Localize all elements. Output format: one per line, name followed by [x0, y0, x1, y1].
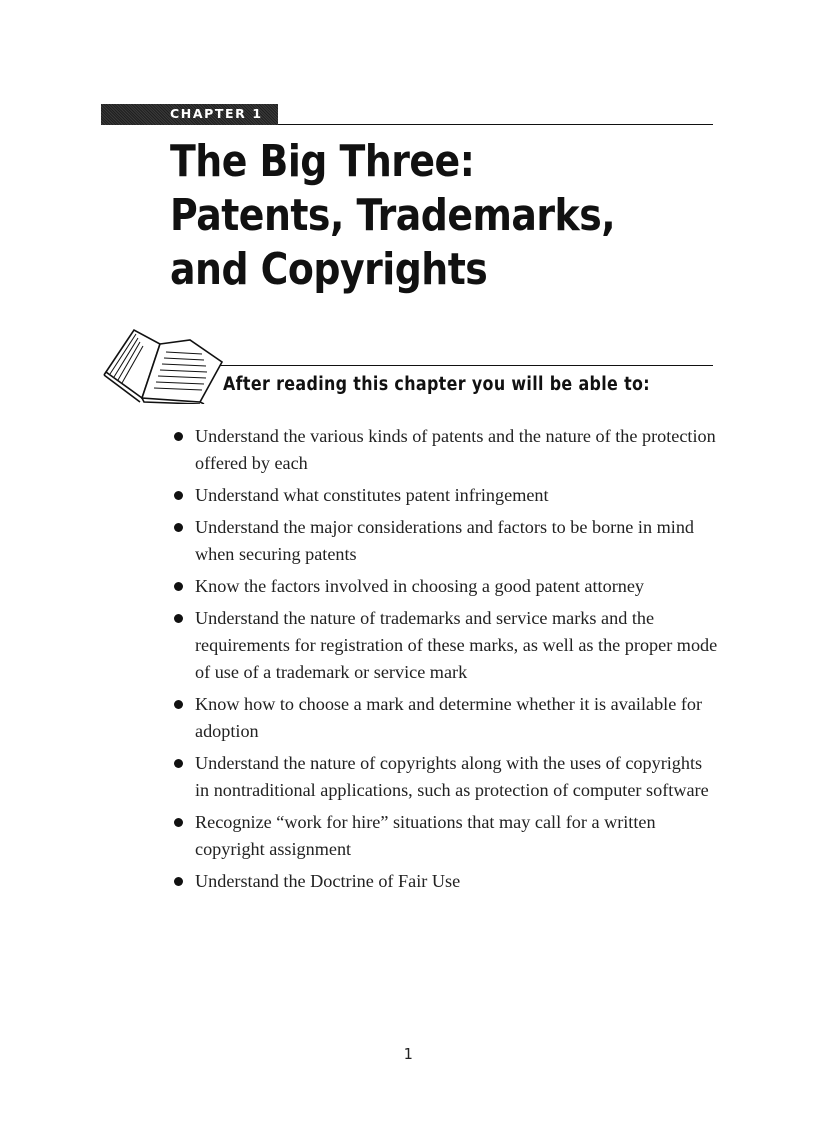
list-item — [173, 423, 718, 477]
bullet-icon — [174, 491, 183, 500]
objective-text: Recognize “work for hire” situations that may call for a written copyright assignment — [195, 812, 656, 859]
bullet-icon — [174, 877, 183, 886]
list-item — [173, 482, 718, 509]
list-item — [173, 750, 718, 804]
chapter-title: The Big Three: Patents, Trademarks, and Copyrights — [170, 136, 616, 295]
list-item — [173, 573, 718, 600]
objectives-rule — [220, 365, 713, 366]
objectives-heading: After reading this chapter you will be able to: — [223, 374, 651, 395]
objective-text: Understand the major considerations and factors to be borne in mind when securing patents — [195, 517, 695, 564]
bullet-icon — [174, 432, 183, 441]
list-item — [173, 868, 718, 895]
objective-text: Understand the nature of copyrights along with the uses of copyrights in nontraditional applications, such as protection of computer software — [195, 753, 709, 800]
bullet-icon — [174, 818, 183, 827]
chapter-label: CHAPTER 1 — [170, 106, 263, 121]
objective-text: Understand the various kinds of patents and the nature of the protection offered by each — [195, 426, 716, 473]
objective-text: Understand the nature of trademarks and service marks and the requirements for registration of these marks, as well as the proper mode of use of a trademark or service mark — [195, 608, 718, 682]
open-book-icon — [100, 322, 228, 404]
list-item — [173, 691, 718, 745]
list-item — [173, 514, 718, 568]
objectives-list — [173, 423, 718, 900]
list-item — [173, 605, 718, 686]
objective-text: Understand what constitutes patent infringement — [195, 485, 549, 505]
chapter-rule — [278, 124, 713, 125]
objective-text: Know how to choose a mark and determine whether it is available for adoption — [195, 694, 703, 741]
bullet-icon — [174, 759, 183, 768]
bullet-icon — [174, 614, 183, 623]
bullet-icon — [174, 582, 183, 591]
page-number: 1 — [403, 1045, 413, 1063]
objective-text: Understand the Doctrine of Fair Use — [195, 871, 461, 891]
bullet-icon — [174, 700, 183, 709]
bullet-icon — [174, 523, 183, 532]
list-item — [173, 809, 718, 863]
objective-text: Know the factors involved in choosing a good patent attorney — [195, 576, 645, 596]
